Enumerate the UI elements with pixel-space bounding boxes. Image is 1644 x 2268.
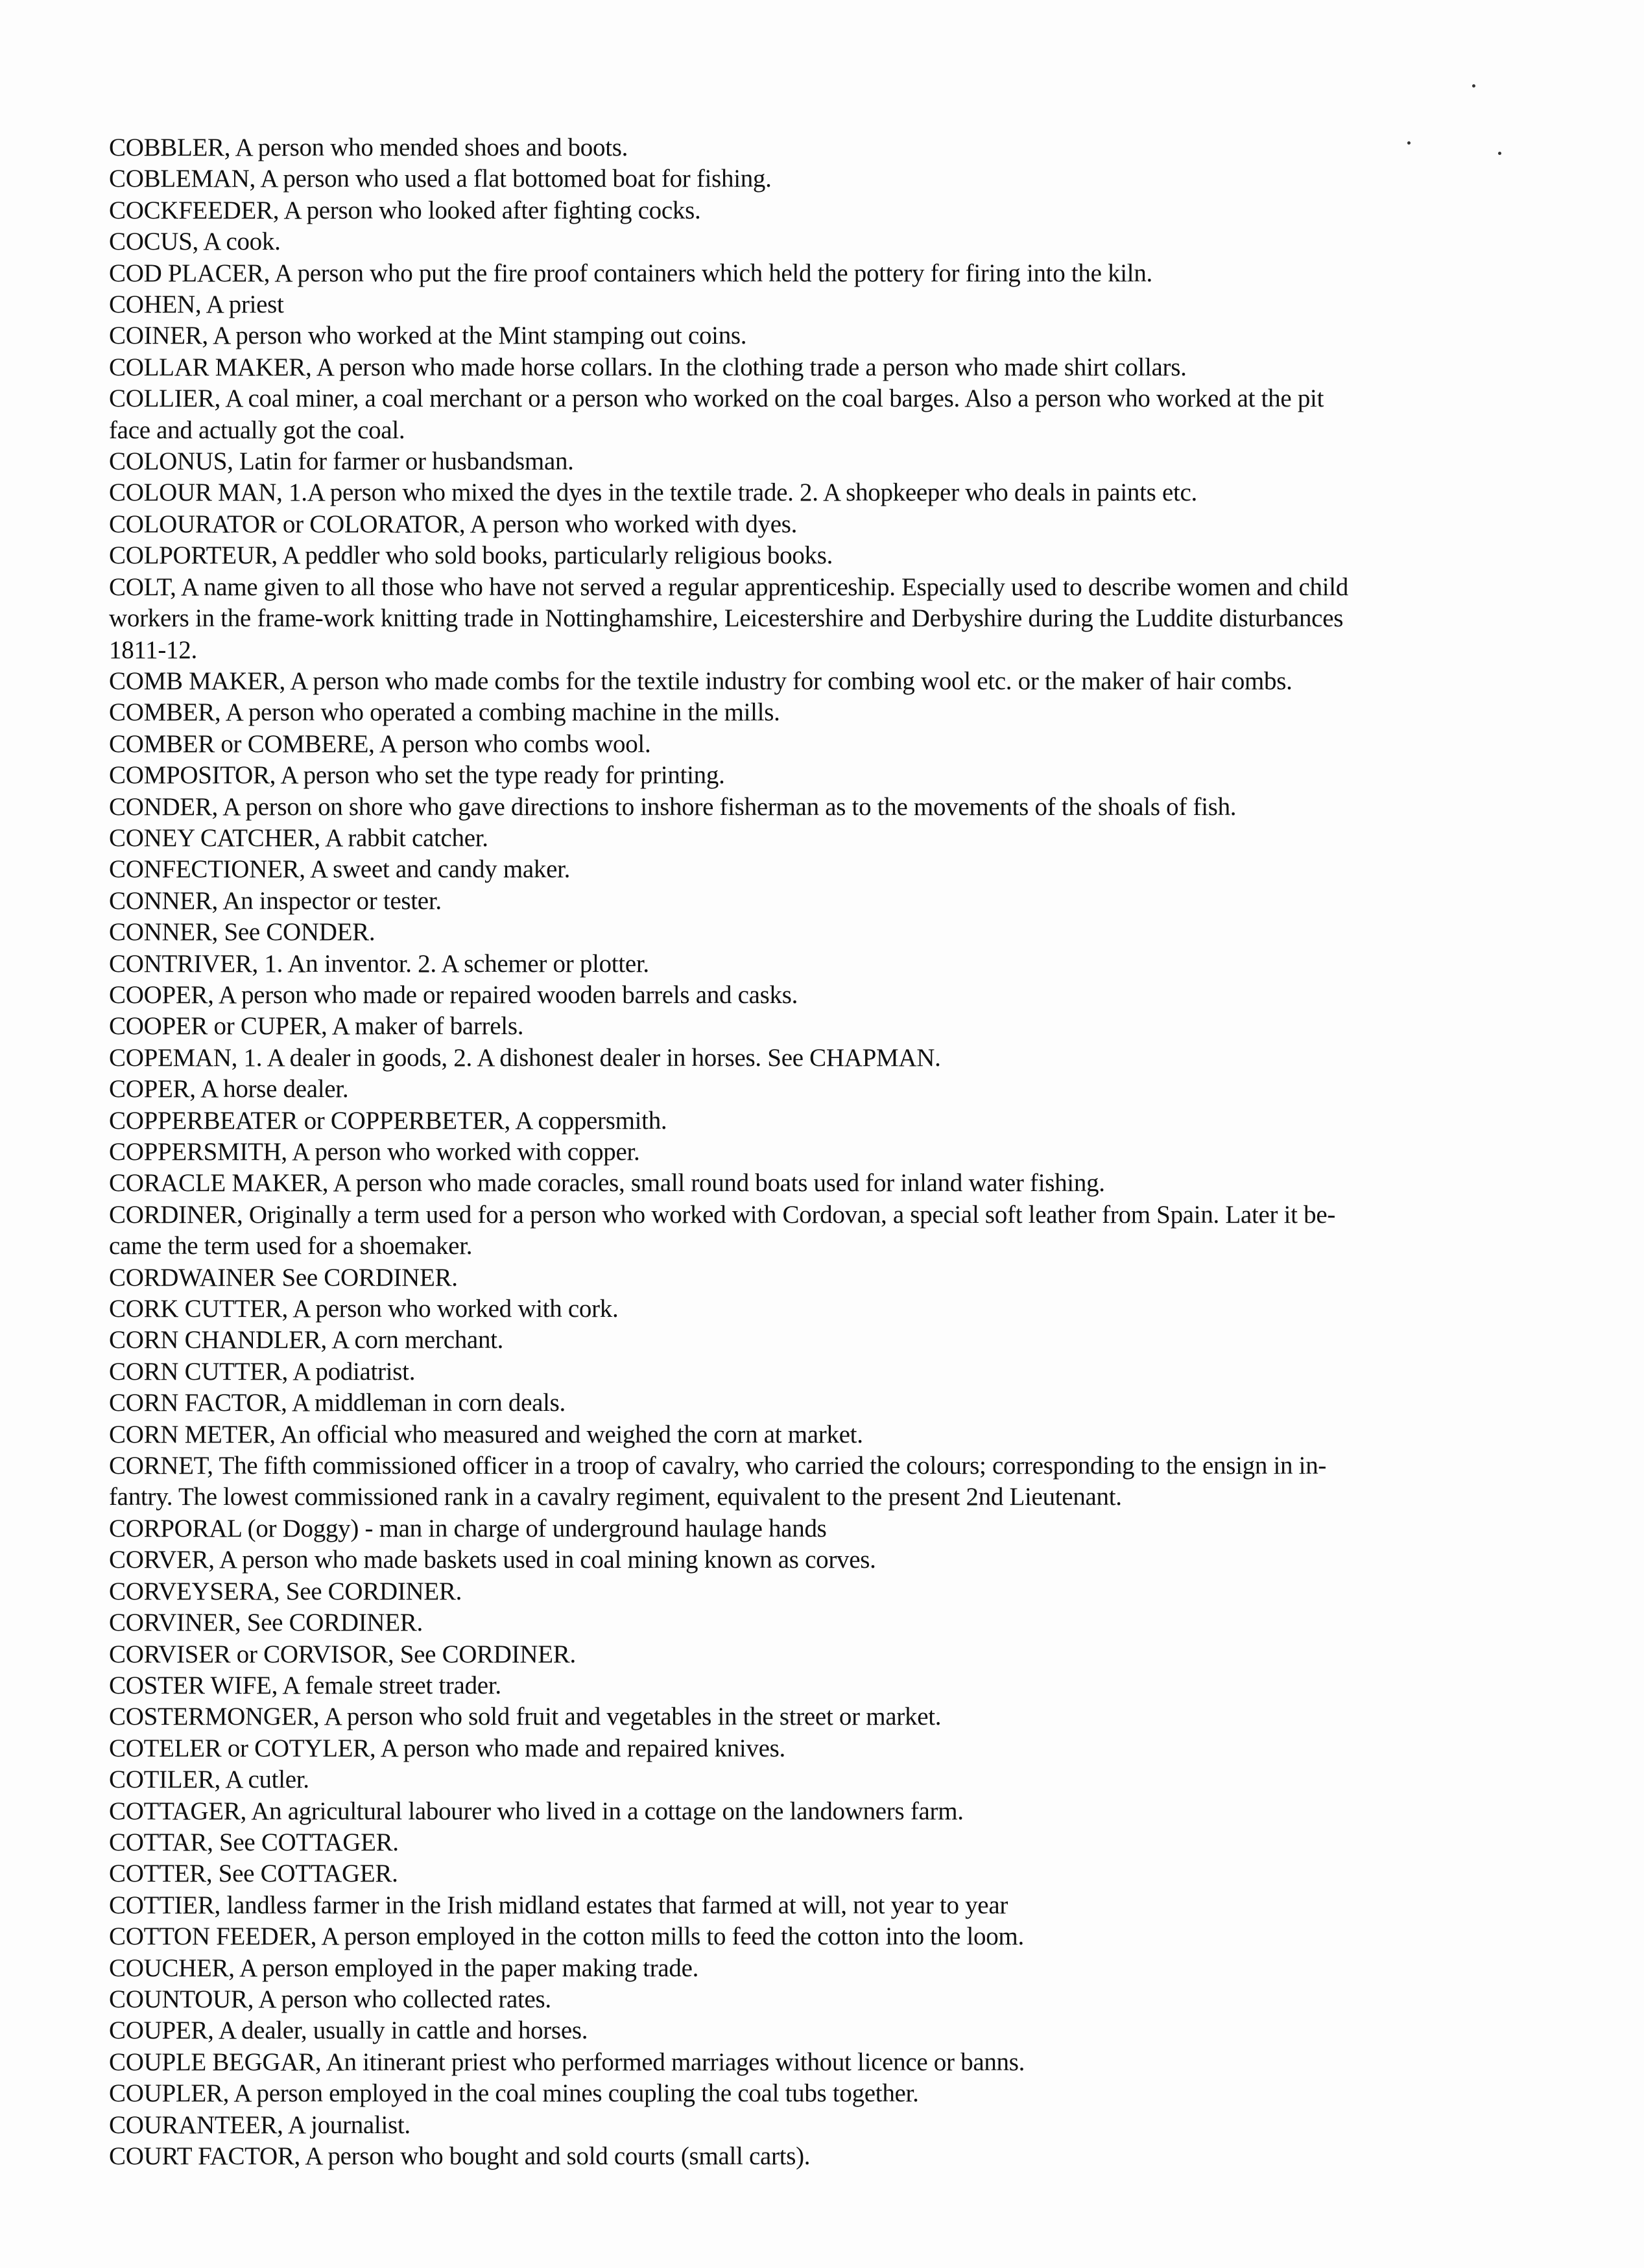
glossary-entry <box>109 666 1549 697</box>
glossary-entry <box>109 1796 1549 1827</box>
glossary-entry <box>109 760 1549 791</box>
glossary-entry <box>109 1890 1549 1921</box>
glossary-entry <box>109 289 1549 320</box>
glossary-entry <box>109 1262 1549 1293</box>
glossary-entry <box>109 1011 1549 1042</box>
glossary-page <box>109 132 1549 2172</box>
entry-line: CONDER, A person on shore who gave directions to inshore fisherman as to the movements of the shoals of fish. <box>109 792 1237 821</box>
entry-line: COTTER, See COTTAGER. <box>109 1860 398 1888</box>
glossary-entry <box>109 1639 1549 1670</box>
entry-line: workers in the frame-work knitting trade in Nottinghamshire, Leicestershire and Derbyshire during the Luddite disturbances <box>109 604 1344 633</box>
glossary-entry <box>109 2141 1549 2172</box>
entry-line: COURANTEER, A journalist. <box>109 2110 411 2139</box>
entry-line: COSTER WIFE, A female street trader. <box>109 1671 501 1699</box>
entry-line: COTELER or COTYLER, A person who made and repaired knives. <box>109 1734 785 1762</box>
entry-line: CORN CHANDLER, A corn merchant. <box>109 1326 504 1354</box>
glossary-entry <box>109 792 1549 823</box>
glossary-entry <box>109 1513 1549 1544</box>
glossary-entry <box>109 1199 1549 1262</box>
glossary-entry <box>109 1858 1549 1889</box>
glossary-entry <box>109 1388 1549 1419</box>
glossary-entry <box>109 1984 1549 2015</box>
entry-line: came the term used for a shoemaker. <box>109 1232 473 1260</box>
glossary-entry <box>109 1137 1549 1168</box>
entry-line: CONFECTIONER, A sweet and candy maker. <box>109 855 571 884</box>
glossary-entry <box>109 1043 1549 1074</box>
entry-line: COLLIER, A coal miner, a coal merchant or a person who worked on the coal barges. Also a person who worked at the pit <box>109 384 1324 413</box>
glossary-entry <box>109 1105 1549 1137</box>
entry-line: CORVISER or CORVISOR, See CORDINER. <box>109 1640 576 1668</box>
glossary-entry <box>109 1576 1549 1607</box>
glossary-entry <box>109 163 1549 195</box>
glossary-entry <box>109 132 1549 163</box>
entry-line: CORVEYSERA, See CORDINER. <box>109 1577 462 1605</box>
glossary-entry <box>109 2015 1549 2046</box>
glossary-entry <box>109 509 1549 540</box>
scan-speck <box>1407 141 1411 145</box>
entry-line: COOPER or CUPER, A maker of barrels. <box>109 1012 524 1041</box>
entry-line: CORACLE MAKER, A person who made coracles, small round boats used for inland water fishing. <box>109 1169 1105 1198</box>
glossary-entry <box>109 383 1549 446</box>
glossary-entry <box>109 1953 1549 1984</box>
entry-line: fantry. The lowest commissioned rank in a cavalry regiment, equivalent to the present 2nd Lieutenant. <box>109 1483 1122 1511</box>
glossary-entry <box>109 540 1549 571</box>
entry-line: COINER, A person who worked at the Mint stamping out coins. <box>109 322 747 350</box>
glossary-entry <box>109 823 1549 854</box>
entry-line: COLOUR MAN, 1.A person who mixed the dyes in the textile trade. 2. A shopkeeper who deals in paints etc. <box>109 478 1198 507</box>
entry-line: CORPORAL (or Doggy) - man in charge of underground haulage hands <box>109 1514 827 1542</box>
glossary-entry <box>109 2047 1549 2078</box>
glossary-entry <box>109 1419 1549 1450</box>
entry-line: CORVINER, See CORDINER. <box>109 1609 423 1637</box>
glossary-entry <box>109 1168 1549 1199</box>
entry-line: COUCHER, A person employed in the paper making trade. <box>109 1954 699 1982</box>
entry-line: CONTRIVER, 1. An inventor. 2. A schemer or plotter. <box>109 949 649 978</box>
entry-line: COSTERMONGER, A person who sold fruit and vegetables in the street or market. <box>109 1703 942 1731</box>
entry-line: CORN METER, An official who measured and weighed the corn at market. <box>109 1420 863 1448</box>
entry-line: 1811-12. <box>109 635 197 664</box>
entry-line: COPEMAN, 1. A dealer in goods, 2. A dishonest dealer in horses. See CHAPMAN. <box>109 1043 941 1072</box>
glossary-entry <box>109 886 1549 917</box>
entry-line: COMB MAKER, A person who made combs for the textile industry for combing wool etc. or the maker of hair combs. <box>109 667 1293 695</box>
glossary-entry <box>109 1670 1549 1701</box>
glossary-entry <box>109 1607 1549 1638</box>
entry-line: COMBER, A person who operated a combing machine in the mills. <box>109 698 780 727</box>
entry-line: COUPLER, A person employed in the coal mines coupling the coal tubs together. <box>109 2079 919 2108</box>
entry-line: COPPERBEATER or COPPERBETER, A coppersmith. <box>109 1106 667 1135</box>
entry-line: COPER, A horse dealer. <box>109 1075 349 1104</box>
entry-line: COTTON FEEDER, A person employed in the cotton mills to feed the cotton into the loom. <box>109 1922 1024 1951</box>
entry-line: COUPLE BEGGAR, An itinerant priest who performed marriages without licence or banns. <box>109 2048 1025 2076</box>
glossary-entry <box>109 1074 1549 1105</box>
entry-line: CORVER, A person who made baskets used in coal mining known as corves. <box>109 1546 876 1574</box>
entry-line: CORN FACTOR, A middleman in corn deals. <box>109 1389 566 1417</box>
entry-line: COUPER, A dealer, usually in cattle and horses. <box>109 2016 588 2045</box>
glossary-entry <box>109 1544 1549 1576</box>
glossary-entry <box>109 572 1549 666</box>
glossary-entry <box>109 1450 1549 1513</box>
entry-line: COCKFEEDER, A person who looked after fighting cocks. <box>109 196 701 224</box>
glossary-entry <box>109 1921 1549 1952</box>
glossary-entry <box>109 2078 1549 2109</box>
glossary-entry <box>109 1325 1549 1356</box>
glossary-entry <box>109 729 1549 760</box>
entry-line: COD PLACER, A person who put the fire proof containers which held the pottery for firing into the kiln. <box>109 259 1152 287</box>
entry-line: CORK CUTTER, A person who worked with cork. <box>109 1295 619 1323</box>
glossary-entry <box>109 917 1549 948</box>
entry-line: COLPORTEUR, A peddler who sold books, particularly religious books. <box>109 541 833 570</box>
glossary-entry <box>109 980 1549 1011</box>
glossary-entry <box>109 1733 1549 1764</box>
entry-line: COCUS, A cook. <box>109 228 281 256</box>
glossary-entry <box>109 697 1549 728</box>
glossary-entry <box>109 258 1549 289</box>
glossary-entry <box>109 446 1549 477</box>
entry-line: CONNER, See CONDER. <box>109 918 375 947</box>
entry-line: CONNER, An inspector or tester. <box>109 886 442 915</box>
scan-speck <box>1498 152 1501 155</box>
glossary-entry <box>109 1293 1549 1325</box>
glossary-entry <box>109 320 1549 351</box>
entry-line: CORNET, The fifth commissioned officer in a troop of cavalry, who carried the colours; corresponding to the ensign in in- <box>109 1452 1327 1480</box>
glossary-entry <box>109 1356 1549 1388</box>
glossary-entry <box>109 352 1549 383</box>
entry-line: COLLAR MAKER, A person who made horse collars. In the clothing trade a person who made shirt collars. <box>109 353 1187 381</box>
entry-line: COTTAGER, An agricultural labourer who lived in a cottage on the landowners farm. <box>109 1797 964 1825</box>
glossary-entry <box>109 949 1549 980</box>
entry-line: COTILER, A cutler. <box>109 1766 309 1794</box>
glossary-entry <box>109 2110 1549 2141</box>
entry-line: COMPOSITOR, A person who set the type ready for printing. <box>109 761 725 790</box>
entry-line: face and actually got the coal. <box>109 416 405 444</box>
entry-line: COLONUS, Latin for farmer or husbandsman. <box>109 447 574 476</box>
entry-line: COHEN, A priest <box>109 290 284 319</box>
entry-line: COBLEMAN, A person who used a flat bottomed boat for fishing. <box>109 165 772 193</box>
glossary-entry <box>109 1827 1549 1858</box>
entry-line: COUNTOUR, A person who collected rates. <box>109 1985 551 2013</box>
entry-line: COOPER, A person who made or repaired wooden barrels and casks. <box>109 980 798 1009</box>
entry-line: COMBER or COMBERE, A person who combs wool. <box>109 729 651 758</box>
entry-line: CORDWAINER See CORDINER. <box>109 1263 458 1292</box>
entry-line: COLT, A name given to all those who have not served a regular apprenticeship. Especially used to describe women and child <box>109 573 1348 601</box>
entry-line: COLOURATOR or COLORATOR, A person who worked with dyes. <box>109 510 798 538</box>
glossary-entry <box>109 477 1549 508</box>
glossary-entry <box>109 1764 1549 1795</box>
entry-line: CONEY CATCHER, A rabbit catcher. <box>109 823 488 852</box>
glossary-entry <box>109 195 1549 226</box>
entry-line: CORDINER, Originally a term used for a person who worked with Cordovan, a special soft leather from Spain. Later it be- <box>109 1200 1336 1229</box>
glossary-entry <box>109 854 1549 885</box>
entry-line: COTTAR, See COTTAGER. <box>109 1828 399 1856</box>
entry-line: COPPERSMITH, A person who worked with copper. <box>109 1138 640 1166</box>
glossary-entry <box>109 226 1549 257</box>
entry-line: COBBLER, A person who mended shoes and boots. <box>109 134 628 161</box>
entry-line: COURT FACTOR, A person who bought and sold courts (small carts). <box>109 2142 811 2170</box>
glossary-entry <box>109 1701 1549 1732</box>
entry-line: CORN CUTTER, A podiatrist. <box>109 1357 416 1386</box>
entry-line: COTTIER, landless farmer in the Irish midland estates that farmed at will, not year to year <box>109 1891 1008 1919</box>
scan-speck <box>1472 84 1475 88</box>
